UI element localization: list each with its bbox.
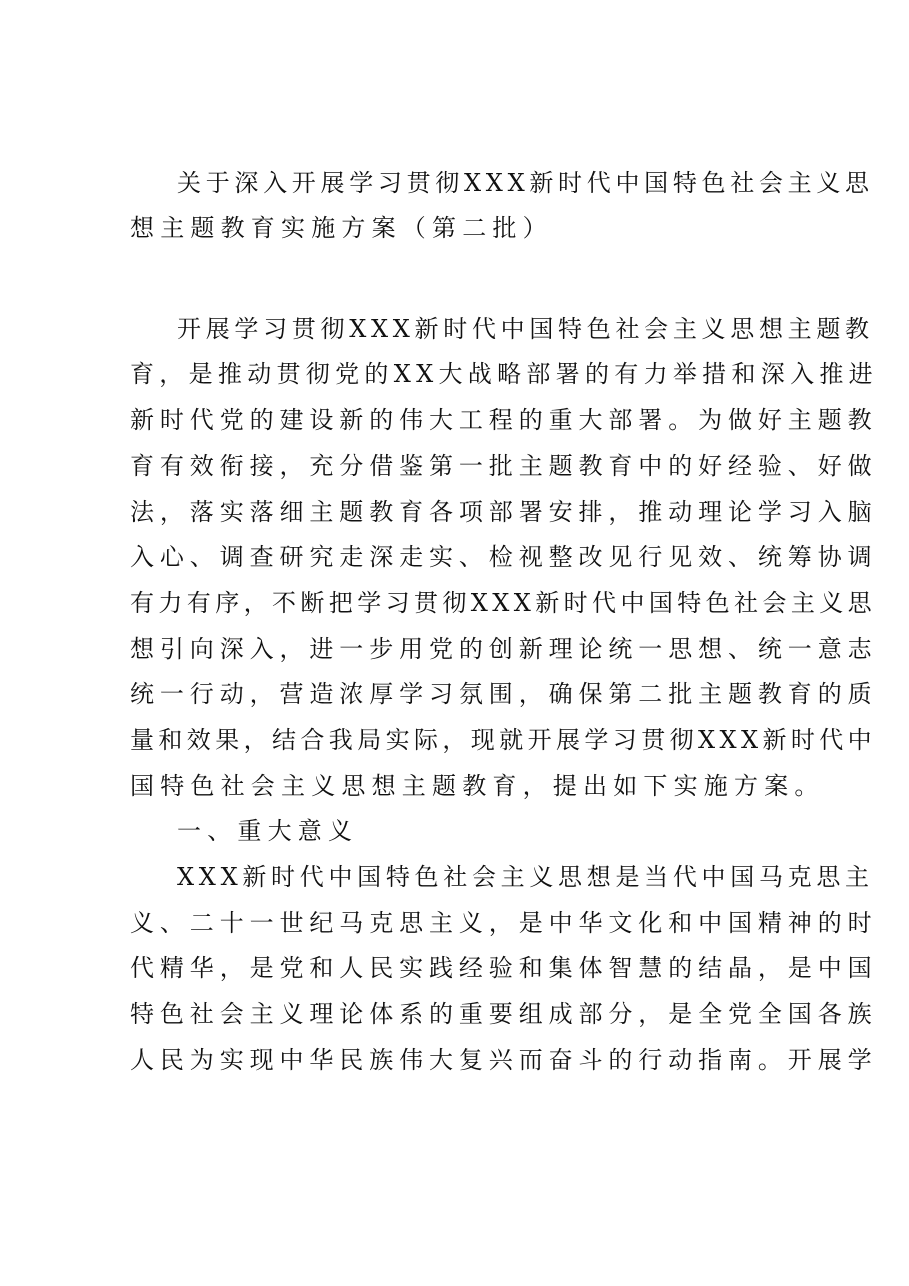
paragraph-line: 入心、调查研究走深走实、检视整改见行见效、统筹协调 [130,543,878,571]
paragraph-line: 统一行动，营造浓厚学习氛围，确保第二批主题教育的质 [130,680,878,708]
paragraph-line: 育有效衔接，充分借鉴第一批主题教育中的好经验、好做 [130,452,878,480]
title-line: 想主题教育实施方案（第二批） [130,214,553,242]
section-heading: 一、重大意义 [177,817,359,845]
paragraph-line: 人民为实现中华民族伟大复兴而奋斗的行动指南。开展学 [130,1046,878,1074]
paragraph-line: 代精华，是党和人民实践经验和集体智慧的结晶，是中国 [130,954,878,982]
paragraph-line: 量和效果，结合我局实际，现就开展学习贯彻XXX新时代中 [130,726,877,754]
paragraph-line: 国特色社会主义思想主题教育，提出如下实施方案。 [130,772,825,800]
paragraph-line: 法，落实落细主题教育各项部署安排，推动理论学习入脑 [130,498,878,526]
paragraph-line: 有力有序，不断把学习贯彻XXX新时代中国特色社会主义思 [130,589,877,617]
paragraph-line: 育，是推动贯彻党的XX大战略部署的有力举措和深入推进 [130,360,878,388]
paragraph-line: XXX新时代中国特色社会主义思想是当代中国马克思主 [177,863,874,891]
title-line: 关于深入开展学习贯彻XXX新时代中国特色社会主义思 [177,169,874,197]
paragraph-line: 特色社会主义理论体系的重要组成部分，是全党全国各族 [130,1000,878,1028]
paragraph-line: 想引向深入，进一步用党的创新理论统一思想、统一意志 [130,635,878,663]
paragraph-line: 开展学习贯彻XXX新时代中国特色社会主义思想主题教 [177,315,874,343]
paragraph-line: 义、二十一世纪马克思主义，是中华文化和中国精神的时 [130,909,878,937]
paragraph-line: 新时代党的建设新的伟大工程的重大部署。为做好主题教 [130,406,878,434]
